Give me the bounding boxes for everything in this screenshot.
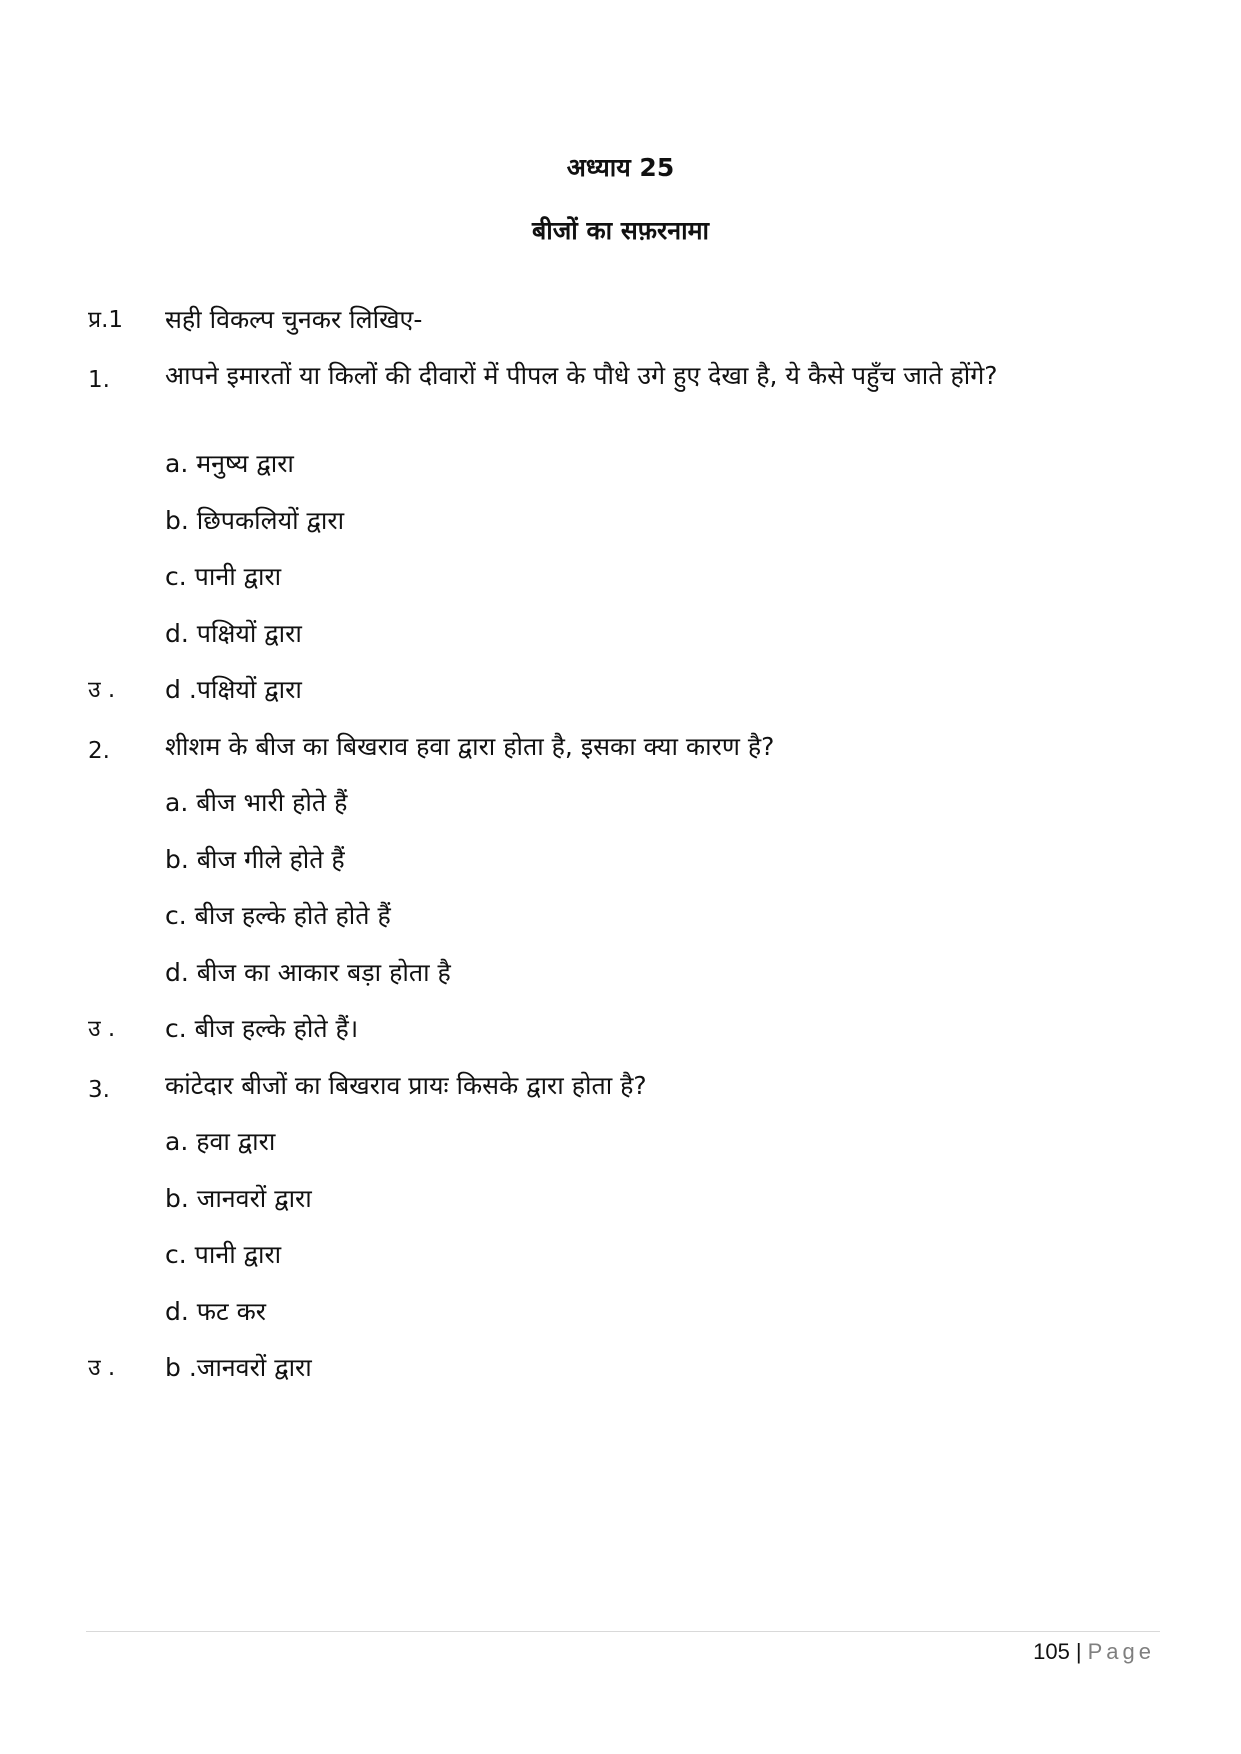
option-text: d. पक्षियों द्वारा	[165, 619, 302, 648]
page-label: Page	[1087, 1639, 1155, 1664]
option-text: d. फट कर	[165, 1297, 267, 1326]
answer-text: c. बीज हल्के होते हैं।	[165, 1014, 359, 1043]
option-text: b. बीज गीले होते हैं	[165, 845, 345, 874]
answer-label: उ .	[88, 677, 116, 703]
option-text: a. बीज भारी होते हैं	[165, 788, 348, 817]
page-footer	[1033, 1637, 1155, 1667]
option-text: d. बीज का आकार बड़ा होता है	[165, 958, 451, 987]
section-label: प्र.1	[88, 307, 124, 333]
question-text: आपने इमारतों या किलों की दीवारों में पीपल के पौधे उगे हुए देखा है, ये कैसे पहुँच जाते होंगे?	[165, 361, 998, 390]
option-text: a. हवा द्वारा	[165, 1127, 276, 1156]
question-number: 2.	[88, 738, 110, 764]
option-text: b. छिपकलियों द्वारा	[165, 506, 345, 535]
chapter-title: बीजों का सफ़रनामा	[531, 216, 710, 245]
option-text: b. जानवरों द्वारा	[165, 1184, 312, 1213]
section-instruction: सही विकल्प चुनकर लिखिए-	[165, 305, 423, 334]
option-text: c. बीज हल्के होते होते हैं	[165, 901, 391, 930]
option-text: a. मनुष्य द्वारा	[165, 449, 294, 478]
footer-divider	[86, 1631, 1160, 1632]
question-text: कांटेदार बीजों का बिखराव प्रायः किसके द्वारा होता है?	[165, 1071, 647, 1100]
question-number: 1.	[88, 367, 110, 393]
question-text: शीशम के बीज का बिखराव हवा द्वारा होता है, इसका क्या कारण है?	[165, 732, 775, 761]
page-number: 105	[1033, 1639, 1070, 1664]
answer-text: b .जानवरों द्वारा	[165, 1353, 312, 1382]
chapter-heading: अध्याय 25	[566, 153, 675, 182]
footer-separator: |	[1075, 1639, 1082, 1664]
answer-text: d .पक्षियों द्वारा	[165, 675, 302, 704]
option-text: c. पानी द्वारा	[165, 562, 282, 591]
question-number: 3.	[88, 1077, 110, 1103]
answer-label: उ .	[88, 1355, 116, 1381]
option-text: c. पानी द्वारा	[165, 1240, 282, 1269]
answer-label: उ .	[88, 1016, 116, 1042]
